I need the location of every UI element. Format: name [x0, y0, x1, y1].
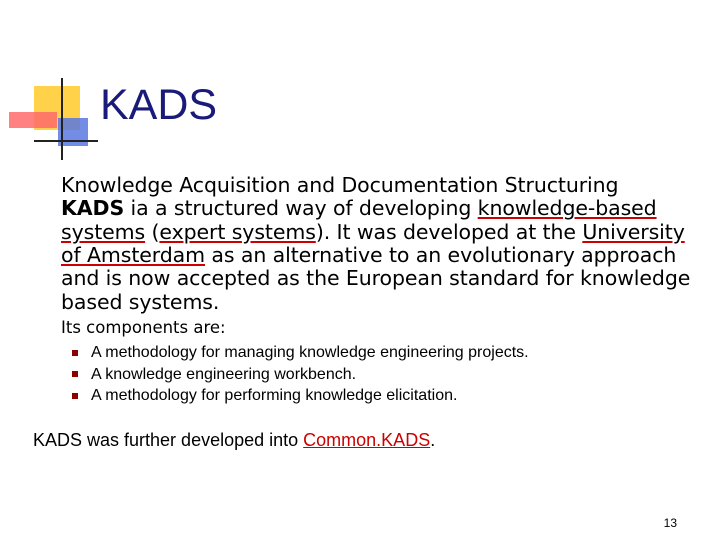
kads-bold: KADS: [61, 196, 125, 221]
para-text-3: ). It was developed at the: [315, 219, 583, 244]
para-text-2: (: [145, 219, 160, 244]
square-bullet-icon: [72, 350, 78, 356]
further-developed-line: [33, 430, 435, 451]
kads-description: [61, 197, 701, 314]
university-of-amsterdam-link[interactable]: University of Amsterdam: [61, 219, 685, 268]
components-list: [72, 342, 529, 407]
main-paragraph: [61, 174, 701, 314]
footer-text: KADS was further developed into: [33, 430, 304, 450]
page-number: 13: [663, 516, 677, 530]
para-text-1: ia a structured way of developing: [124, 196, 478, 221]
kads-expansion: Knowledge Acquisition and Documentation Structuring: [61, 173, 619, 197]
footer-end: .: [430, 430, 436, 450]
commonkads-link[interactable]: Common.KADS: [303, 430, 431, 450]
slide-title: KADS: [100, 81, 218, 129]
components-label: Its components are:: [61, 318, 226, 337]
list-item: [72, 385, 529, 407]
component-text: A methodology for performing knowledge elicitation.: [91, 387, 458, 404]
list-item: [72, 342, 529, 364]
list-item: [72, 364, 529, 386]
square-bullet-icon: [72, 371, 78, 377]
knowledge-based-systems-link[interactable]: knowledge-based systems: [61, 196, 657, 244]
slide-logo-decoration: [0, 0, 100, 170]
component-text: A methodology for managing knowledge engineering projects.: [91, 344, 529, 361]
para-text-4: as an alternative to an evolutionary approach and is now accepted as the European standard for knowledge based systems.: [61, 243, 691, 314]
logo-red-bar: [9, 112, 57, 128]
component-text: A knowledge engineering workbench.: [91, 365, 357, 383]
square-bullet-icon: [72, 393, 78, 399]
expert-systems-link[interactable]: expert systems: [159, 219, 316, 244]
